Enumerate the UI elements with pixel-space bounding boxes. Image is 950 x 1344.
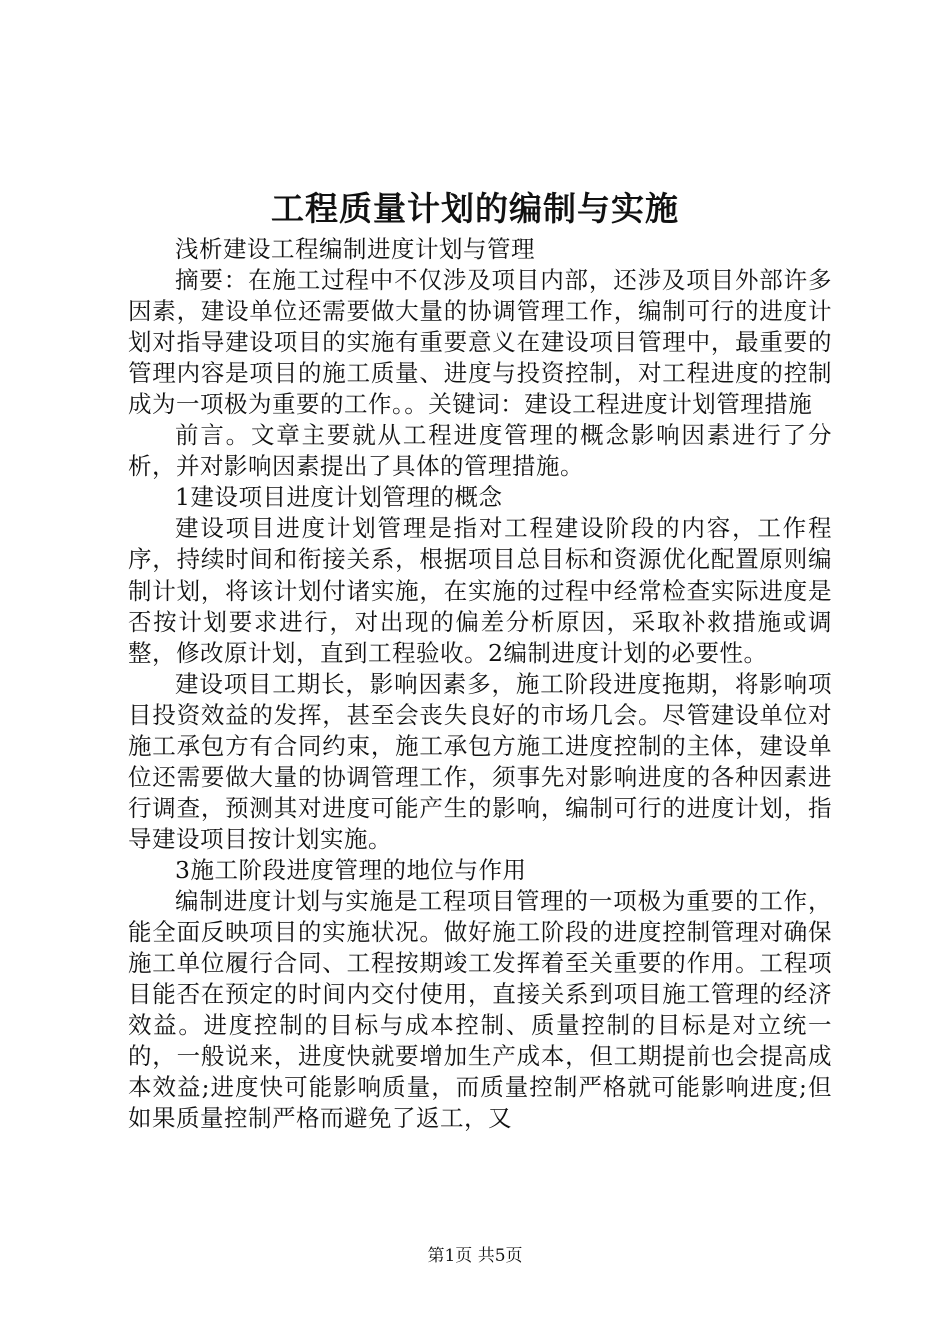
paragraph-section-3: 编制进度计划与实施是工程项目管理的一项极为重要的工作，能全面反映项目的实施状况。做好施工阶段的进度控制管理对确保施工单位履行合同、工程按期竣工发挥着至关重要的作用。工程项目能否在预定的时间内交付使用，直接关系到项目施工管理的经济效益。进度控制的目标与成本控制、质量控制的目标是对立统一的，一般说来，进度快就要增加生产成本，但工期提前也会提高成本效益;进度快可能影响质量，而质量控制严格就可能影响进度;但如果质量控制严格而避免了返工，又 [128,886,832,1133]
page-number-footer: 第1页 共5页 [427,1246,523,1266]
paragraph-preface: 前言。文章主要就从工程进度管理的概念影响因素进行了分析，并对影响因素提出了具体的管理措施。 [128,421,832,481]
document-body [128,234,832,1134]
section-heading-1: 1建设项目进度计划管理的概念 [175,483,503,512]
paragraph-section-1: 建设项目进度计划管理是指对工程建设阶段的内容，工作程序，持续时间和衔接关系，根据项目总目标和资源优化配置原则编制计划，将该计划付诸实施，在实施的过程中经常检查实际进度是否按计划要求进行，对出现的偏差分析原因，采取补救措施或调整，修改原计划，直到工程验收。2编制进度计划的必要性。 [128,514,832,667]
paragraph-subtitle: 浅析建设工程编制进度计划与管理 [175,235,535,263]
section-heading-3: 3施工阶段进度管理的地位与作用 [175,855,527,884]
paragraph-abstract: 摘要：在施工过程中不仅涉及项目内部，还涉及项目外部许多因素，建设单位还需要做大量的协调管理工作，编制可行的进度计划对指导建设项目的实施有重要意义在建设项目管理中，最重要的管理内容是项目的施工质量、进度与投资控制，对工程进度的控制成为一项极为重要的工作。。关键词：建设工程进度计划管理措施 [128,266,832,419]
document-title: 工程质量计划的编制与实施 [271,189,679,228]
paragraph-section-2: 建设项目工期长，影响因素多，施工阶段进度拖期，将影响项目投资效益的发挥，甚至会丧失良好的市场几会。尽管建设单位对施工承包方有合同约束，施工承包方施工进度控制的主体，建设单位还需要做大量的协调管理工作，须事先对影响进度的各种因素进行调查，预测其对进度可能产生的影响，编制可行的进度计划，指导建设项目按计划实施。 [128,669,832,853]
